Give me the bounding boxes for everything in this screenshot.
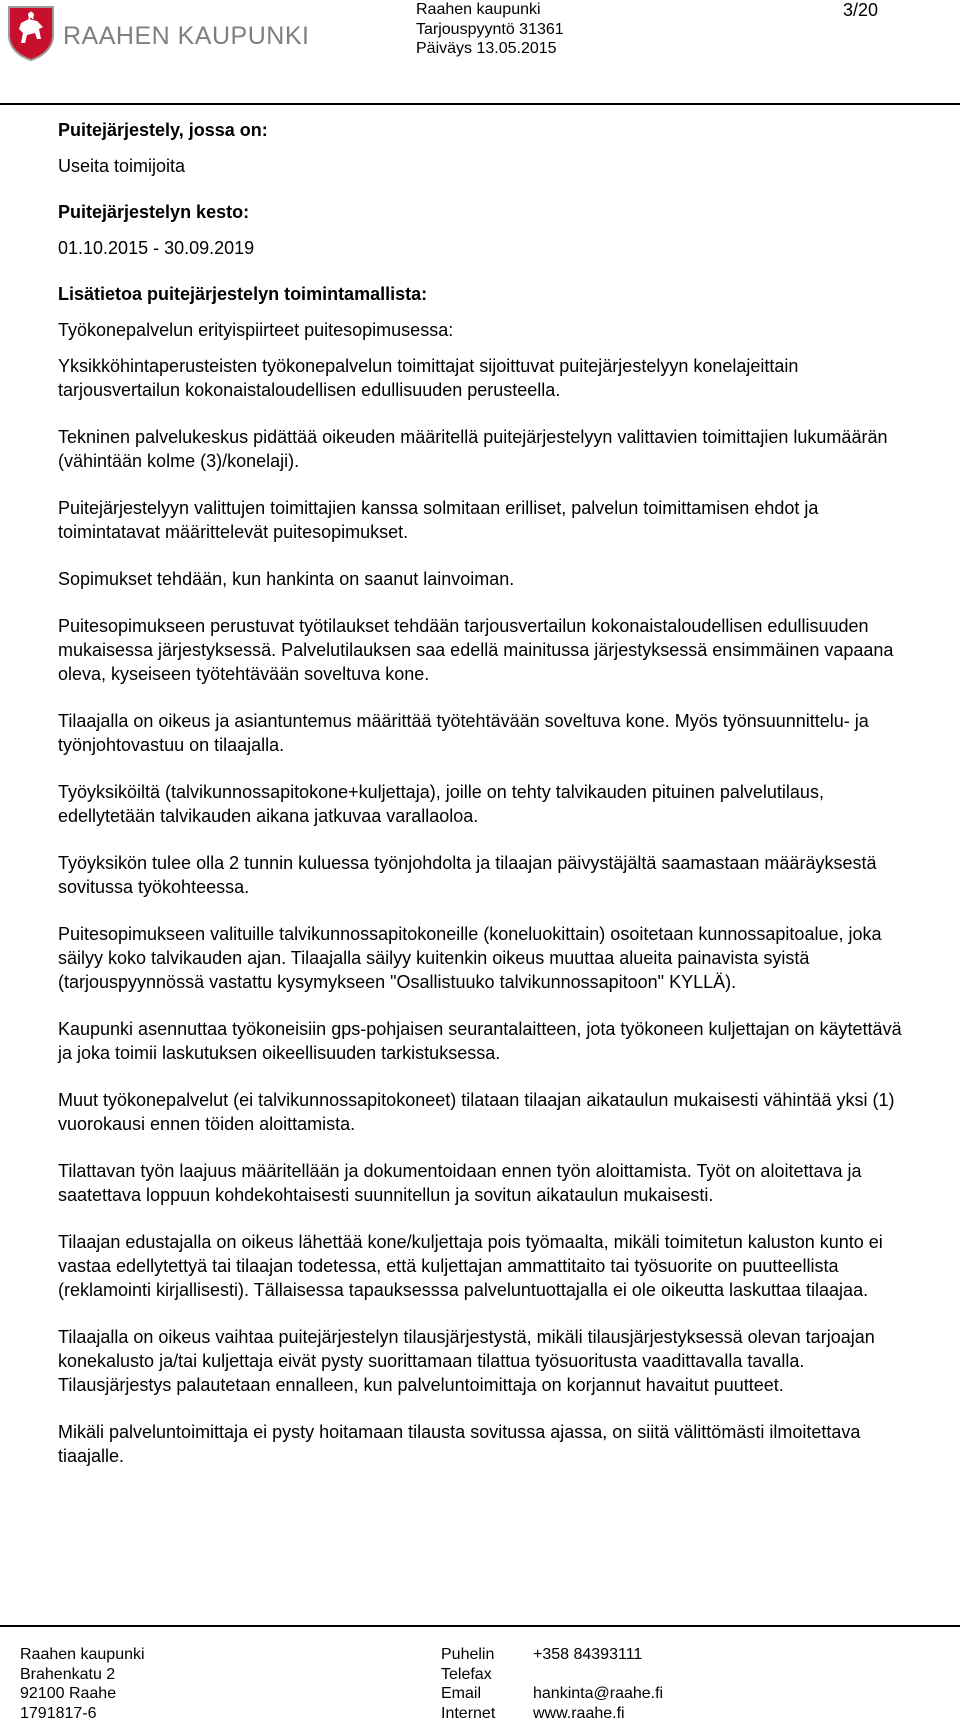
paragraph: Tilaajalla on oikeus vaihtaa puitejärjestelyn tilausjärjestystä, mikäli tilausjärjestyksessä olevan tarjoajan konekalusto ja/tai kuljettaja eivät pysty suorittamaan tilattua työsuoritusta vaadittavalla tavalla. Tilausjärjestys palautetaan ennalleen, kun palveluntoimittaja on korjannut havaitut puutteet. (58, 1327, 875, 1395)
paragraph: Yksikköhintaperusteisten työkonepalvelun toimittajat sijoittuvat puitejärjestelyyn konelajeittain tarjousvertailun kokonaistaloudellisen edullisuuden perusteella. (58, 356, 799, 400)
header-divider (0, 103, 960, 105)
footer-labels (441, 1645, 495, 1723)
paragraph: Puitejärjestelyyn valittujen toimittajien kanssa solmitaan erilliset, palvelun toimittamisen ehdot ja toimintatavat määrittelevät puitesopimukset. (58, 498, 819, 542)
footer-org: Raahen kaupunki (20, 1646, 145, 1663)
raahe-logo (7, 4, 309, 62)
value-framework: Useita toimijoita (58, 156, 186, 176)
document-body (58, 118, 918, 1491)
paragraph: Puitesopimukseen valituille talvikunnossapitokoneille (koneluokittain) osoitetaan kunnossapitoalue, joka säilyy koko talvikauden ajan. Tilaajalla säilyy kuitenkin oikeus muuttaa alueita painavista syistä (tarjouspyynnössä vastattu kysymykseen "Osallistuuko talvikunnossapitoon" KYLLÄ). (58, 924, 882, 992)
footer-values (533, 1645, 663, 1723)
label-phone: Puhelin (441, 1646, 495, 1663)
heading-operating-model: Lisätietoa puitejärjestelyn toimintamallista: (58, 284, 428, 304)
paragraph: Työyksiköiltä (talvikunnossapitokone+kuljettaja), joille on tehty talvikauden pituinen palvelutilaus, edellytetään talvikauden aikana jatkuvaa varallaoloa. (58, 782, 824, 826)
heading-framework: Puitejärjestely, jossa on: (58, 120, 268, 140)
logo-wordmark: RAAHEN KAUPUNKI (63, 21, 310, 50)
label-internet: Internet (441, 1704, 496, 1722)
label-telefax: Telefax (441, 1665, 492, 1683)
footer-street: Brahenkatu 2 (20, 1665, 116, 1683)
paragraph: Tilattavan työn laajuus määritellään ja dokumentoidaan ennen työn aloittamista. Työt on aloitettava ja saatettava loppuun kohdekohtaisesti suunnitellun ja sovitun aikataulun mukaisesti. (58, 1161, 862, 1205)
coat-of-arms-icon (7, 5, 55, 61)
paragraph: Tilaajalla on oikeus ja asiantuntemus määrittää työtehtävään soveltuva kone. Myös työnsuunnittelu- ja työnjohtovastuu on tilaajalla. (58, 711, 869, 755)
email-link[interactable]: hankinta@raahe.fi (533, 1685, 664, 1702)
paragraph: Tilaajan edustajalla on oikeus lähettää kone/kuljettaja pois työmaalta, mikäli toimitetun kaluston kunto ei vastaa edellytettyä tai tilaajan todetessa, että kuljettajan ammattitaito tai työsuorite on puutteellista (reklamointi kirjallisesti). Tällaisessa tapauksesssa palveluntuottajalla ei ole oikeutta laskuttaa tilaajaa. (58, 1232, 883, 1300)
page-header (0, 0, 960, 104)
value-duration: 01.10.2015 - 30.09.2019 (58, 238, 255, 258)
footer-postal: 92100 Raahe (20, 1685, 117, 1702)
paragraph: Kaupunki asennuttaa työkoneisiin gps-pohjaisen seurantalaitteen, jota työkoneen kuljettajan on käytettävä ja joka toimii laskutuksen oikeellisuuden tarkistuksessa. (58, 1019, 902, 1063)
meta-org: Raahen kaupunki (416, 1, 541, 18)
paragraph: Muut työkonepalvelut (ei talvikunnossapitokoneet) tilataan tilaajan aikataulun mukaisesti vähintää yksi (1) vuorokausi ennen töiden aloittamista. (58, 1090, 895, 1134)
paragraph: Puitesopimukseen perustuvat työtilaukset tehdään tarjousvertailun kokonaistaloudellisen edullisuuden mukaisessa järjestyksessä. Palvelutilauksen saa edellä mainitussa järjestyksessä ensimmäinen vapaana oleva, kyseiseen työtehtävään soveltuva kone. (58, 616, 894, 684)
heading-duration: Puitejärjestelyn kesto: (58, 202, 250, 222)
label-email: Email (441, 1685, 482, 1702)
meta-date: Päiväys 13.05.2015 (416, 40, 557, 57)
page-number: 3/20 (843, 0, 879, 20)
phone-value: +358 84393111 (533, 1646, 643, 1663)
paragraph: Sopimukset tehdään, kun hankinta on saanut lainvoiman. (58, 569, 515, 589)
meta-reference: Tarjouspyyntö 31361 (416, 20, 564, 38)
paragraph: Mikäli palveluntoimittaja ei pysty hoitamaan tilausta sovitussa ajassa, on siitä välittömästi ilmoitettava tiaajalle. (58, 1422, 861, 1466)
paragraph: Työyksikön tulee olla 2 tunnin kuluessa työnjohdolta ja tilaajan päivystäjältä saamastaan määräyksestä sovitussa työkohteessa. (58, 853, 877, 897)
footer-business-id: 1791817-6 (20, 1704, 97, 1722)
paragraph: Tekninen palvelukeskus pidättää oikeuden määritellä puitejärjestelyyn valittavien toimittajien lukumäärän (vähintään kolme (3)/konelaji). (58, 427, 888, 471)
footer-divider (0, 1625, 960, 1627)
document-meta (416, 0, 564, 59)
telefax-value (533, 1665, 663, 1685)
subheading-features: Työkonepalvelun erityispiirteet puitesopimusessa: (58, 320, 454, 340)
website-link[interactable]: www.raahe.fi (533, 1704, 625, 1722)
footer-address (20, 1645, 145, 1723)
